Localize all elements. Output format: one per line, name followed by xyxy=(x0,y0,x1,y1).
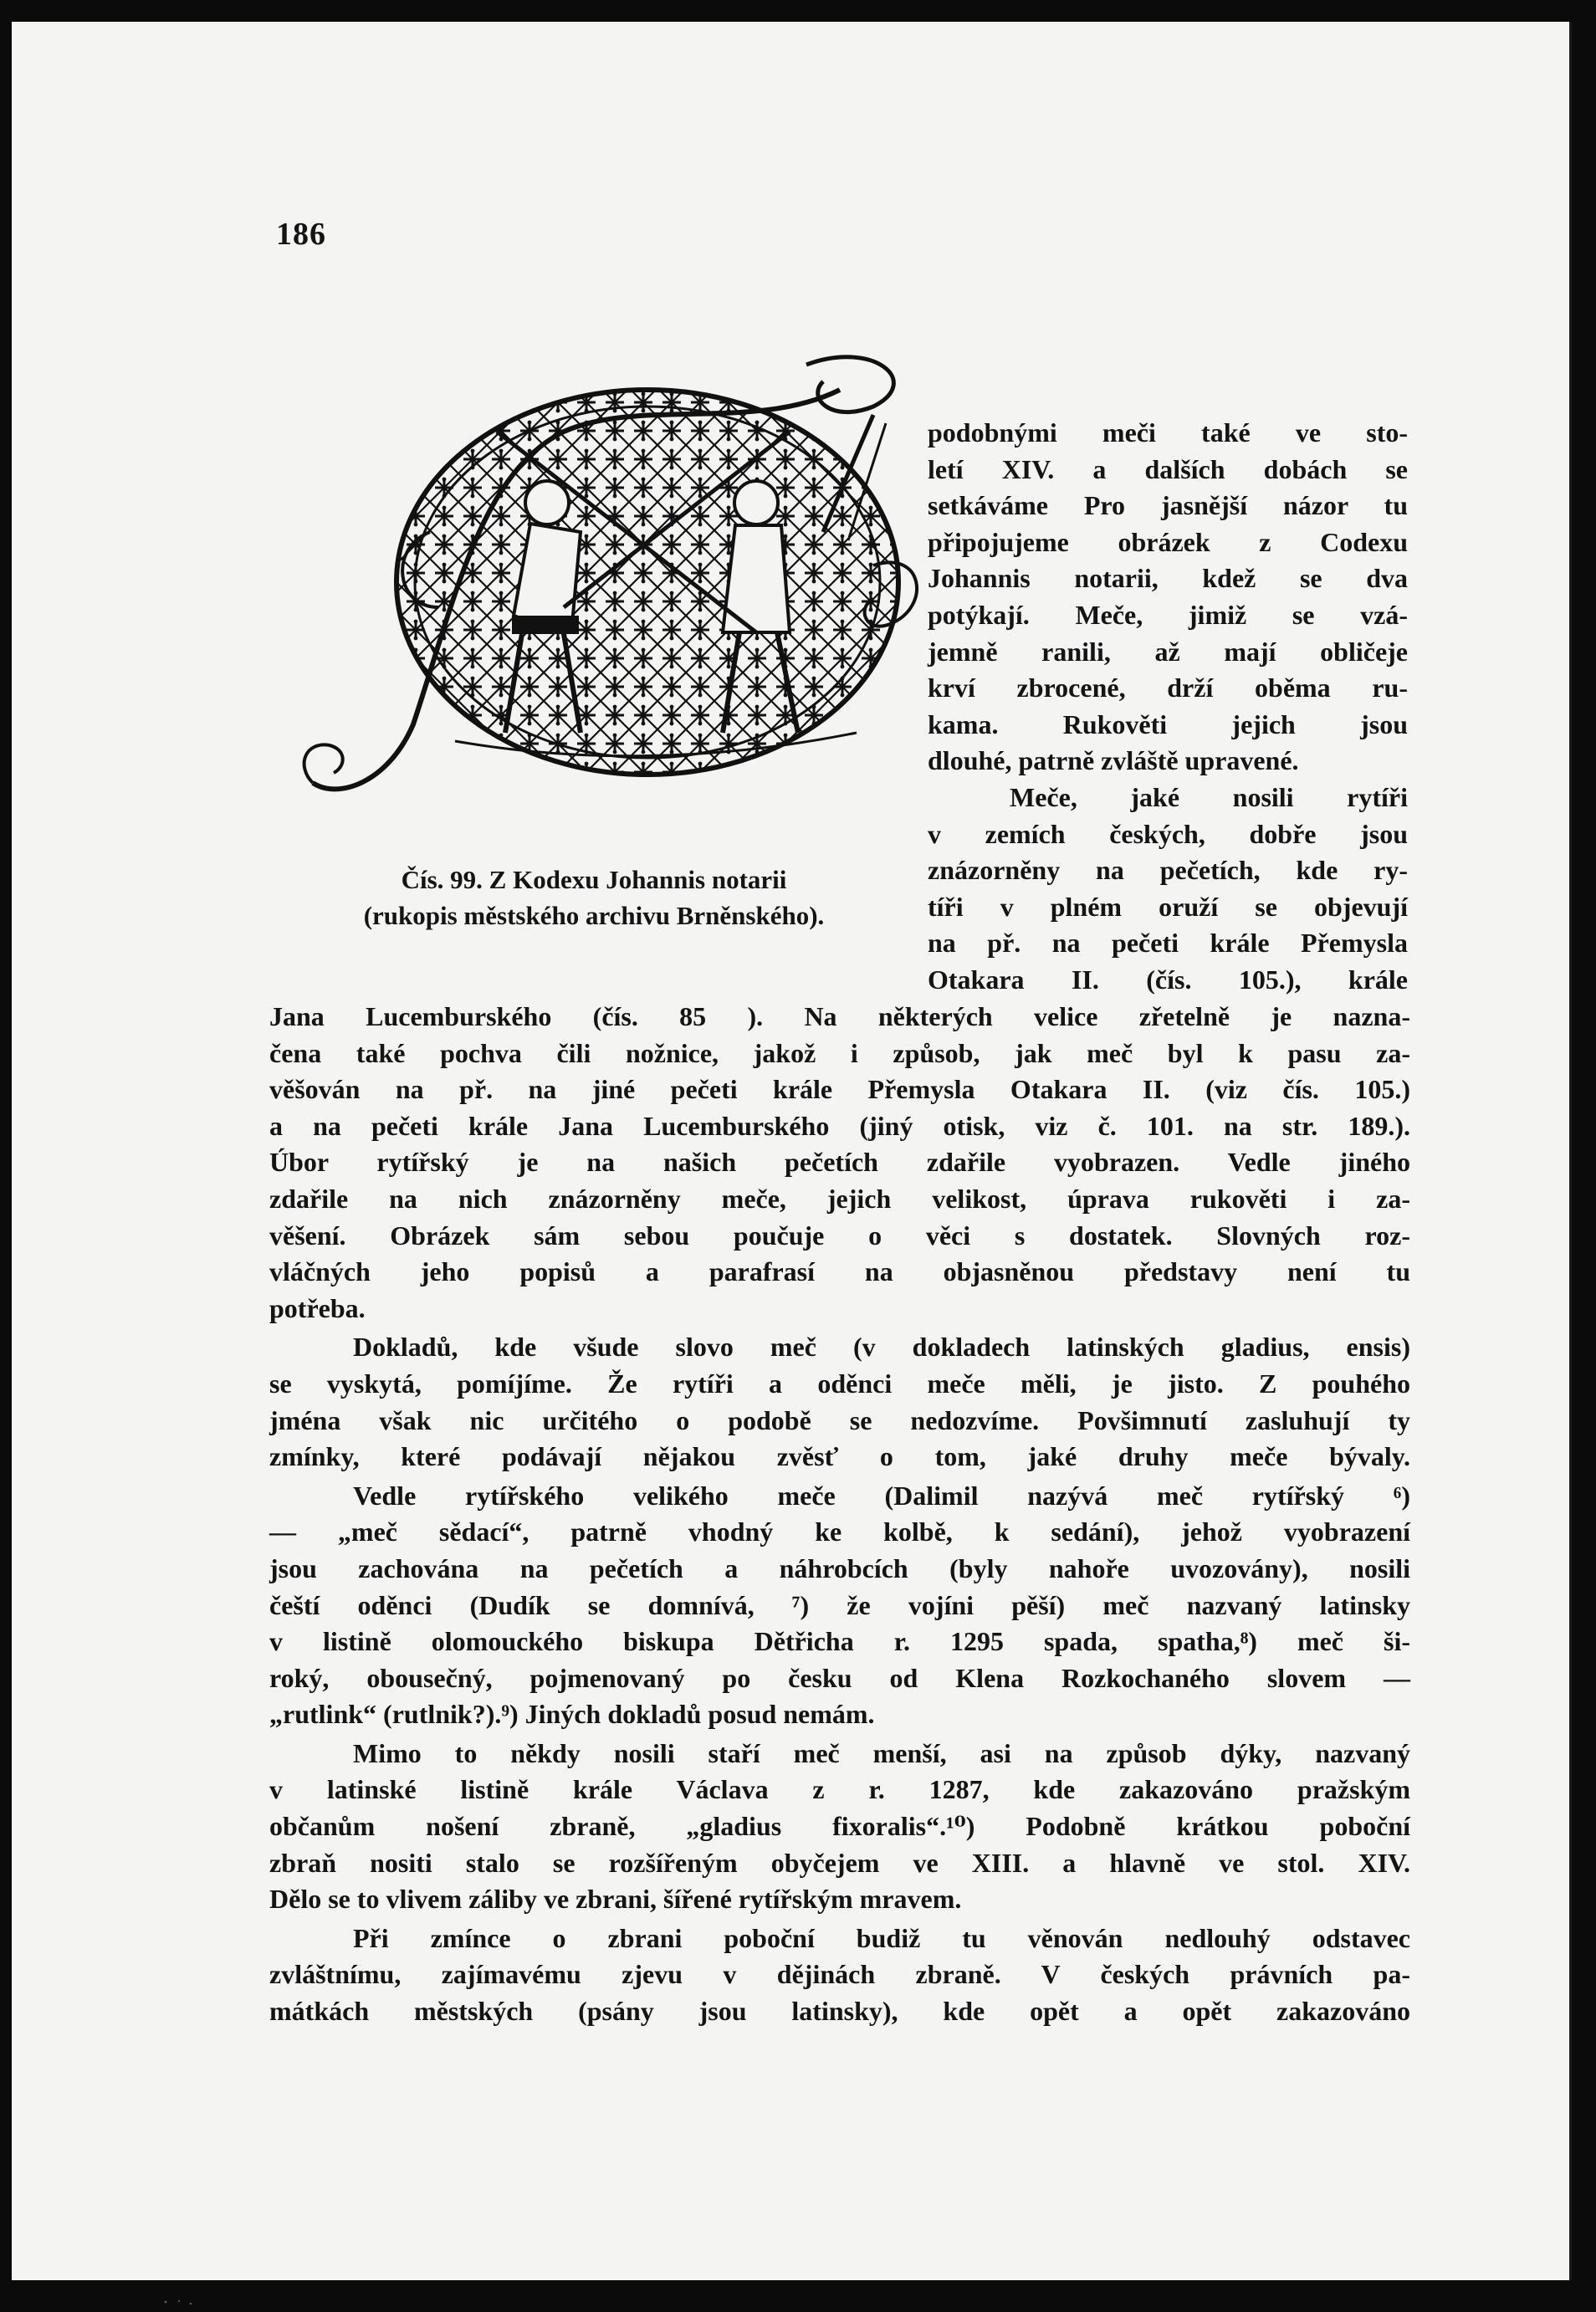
text-line: krví zbrocené, drží oběma ru- xyxy=(928,673,1408,703)
text-line: mátkách městských (psány jsou latinsky), kde opět a opět zakazováno xyxy=(269,1996,1410,2027)
text-line: v listině olomouckého biskupa Dětřicha r. 1295 spada, spatha,⁸) meč ši- xyxy=(269,1626,1410,1657)
text-line: jsou zachována na pečetích a náhrobcích (byly nahoře uvozovány), nosili xyxy=(269,1552,1410,1583)
text-line: připojujeme obrázek z Codexu xyxy=(928,526,1408,557)
figure-illuminated-initial xyxy=(288,331,1024,841)
text-line: znázorněny na pečetích, kde ry- xyxy=(928,855,1408,886)
text-line: se vyskytá, pomíjíme. Že rytíři a oděnci meče měli, je jisto. Z pouhého xyxy=(269,1368,1410,1399)
text-line: Jana Lucemburského (čís. 85 ). Na některých velice zřetelně je nazna- xyxy=(269,1001,1410,1031)
text-line: zdařile na nich znázorněny meče, jejich velikost, úprava rukověti i za- xyxy=(269,1183,1410,1214)
text-line: setkáváme Pro jasnější názor tu xyxy=(928,490,1408,521)
text-line: „rutlink“ (rutlnik?).⁹) Jiných dokladů posud nemám. xyxy=(269,1699,875,1730)
text-line: Meče, jaké nosili rytíři xyxy=(1010,781,1408,812)
text-line: — „meč sědací“, patrně vhodný ke kolbě, k sedání), jehož vyobrazení xyxy=(269,1517,1410,1547)
caption-line: Čís. 99. Z Kodexu Johannis notarii xyxy=(401,865,787,894)
text-line: tíři v plném oruží se objevují xyxy=(928,891,1408,922)
text-line: Johannis notarii, kdež se dva xyxy=(928,563,1408,594)
text-line: v latinské listině krále Václava z r. 1287, kde zakazováno pražským xyxy=(269,1774,1410,1805)
page-number: 186 xyxy=(276,217,326,252)
text-line: věšován na př. na jiné pečeti krále Přemysla Otakara II. (viz čís. 105.) xyxy=(269,1074,1410,1105)
text-line: roký, obousečný, pojmenovaný po česku od Klena Rozkochaného slovem — xyxy=(269,1662,1410,1693)
text-line: kama. Rukověti jejich jsou xyxy=(928,708,1408,739)
text-line: Otakara II. (čís. 105.), krále xyxy=(928,964,1408,995)
text-line: Mimo to někdy nosili staří meč menší, asi na způsob dýky, nazvaný xyxy=(353,1737,1410,1768)
text-line: letí XIV. a dalších dobách se xyxy=(928,453,1408,484)
text-line: vláčných jeho popisů a parafrasí na objasněnou představy není tu xyxy=(269,1256,1410,1287)
text-line: potýkají. Meče, jimiž se vzá- xyxy=(928,599,1408,630)
text-line: dlouhé, patrně zvláště upravené. xyxy=(928,745,1299,776)
text-line: Vedle rytířského velikého meče (Dalimil nazývá meč rytířský ⁶) xyxy=(353,1480,1410,1511)
book-page xyxy=(12,22,1572,2280)
text-line: zmínky, které podávají nějakou zvěsť o tom, jaké druhy meče bývaly. xyxy=(269,1441,1410,1472)
scan-specks xyxy=(162,2297,212,2307)
text-line: Při zmínce o zbrani poboční budiž tu věnován nedlouhý odstavec xyxy=(353,1922,1410,1953)
side-text-column xyxy=(928,415,1408,999)
text-line: Úbor rytířský je na našich pečetích zdařile vyobrazen. Vedle jiného xyxy=(269,1147,1410,1178)
text-line: zvláštnímu, zajímavému zjevu v dějinách zbraně. V českých právních pa- xyxy=(269,1959,1410,1990)
text-line: čeští oděnci (Dudík se domnívá, ⁷) že vojíni pěší) meč nazvaný latinsky xyxy=(269,1589,1410,1620)
text-line: čena také pochva čili nožnice, jakož i způsob, jak meč byl k pasu za- xyxy=(269,1037,1410,1068)
text-line: jména však nic určitého o podobě se nedozvíme. Povšimnutí zasluhují ty xyxy=(269,1404,1410,1435)
text-line: na př. na pečeti krále Přemysla xyxy=(928,928,1408,959)
text-line: občanům nošení zbraně, „gladius fixoralis“.¹⁰) Podobně krátkou poboční xyxy=(269,1811,1410,1842)
text-line: věšení. Obrázek sám sebou poučuje o věci s dostatek. Slovných roz- xyxy=(269,1220,1410,1251)
text-line: Dokladů, kde všude slovo meč (v dokladech latinských gladius, ensis) xyxy=(353,1332,1410,1363)
text-line: potřeba. xyxy=(269,1292,366,1323)
text-line: a na pečeti krále Jana Lucemburského (jiný otisk, viz č. 101. na str. 189.). xyxy=(269,1110,1410,1141)
text-line: jemně ranili, až mají obličeje xyxy=(928,636,1408,667)
illuminated-initial-icon xyxy=(288,331,1024,841)
figure-caption xyxy=(301,862,887,933)
text-line: podobnými meči také ve sto- xyxy=(928,417,1408,448)
body-text xyxy=(269,999,1410,2030)
text-line: Dělo se to vlivem záliby ve zbrani, šířené rytířským mravem. xyxy=(269,1884,962,1915)
text-line: zbraň nositi stalo se rozšířeným obyčejem ve XIII. a hlavně ve stol. XIV. xyxy=(269,1847,1410,1878)
caption-line: (rukopis městského archivu Brněnského). xyxy=(363,901,825,930)
text-line: v zemích českých, dobře jsou xyxy=(928,818,1408,849)
